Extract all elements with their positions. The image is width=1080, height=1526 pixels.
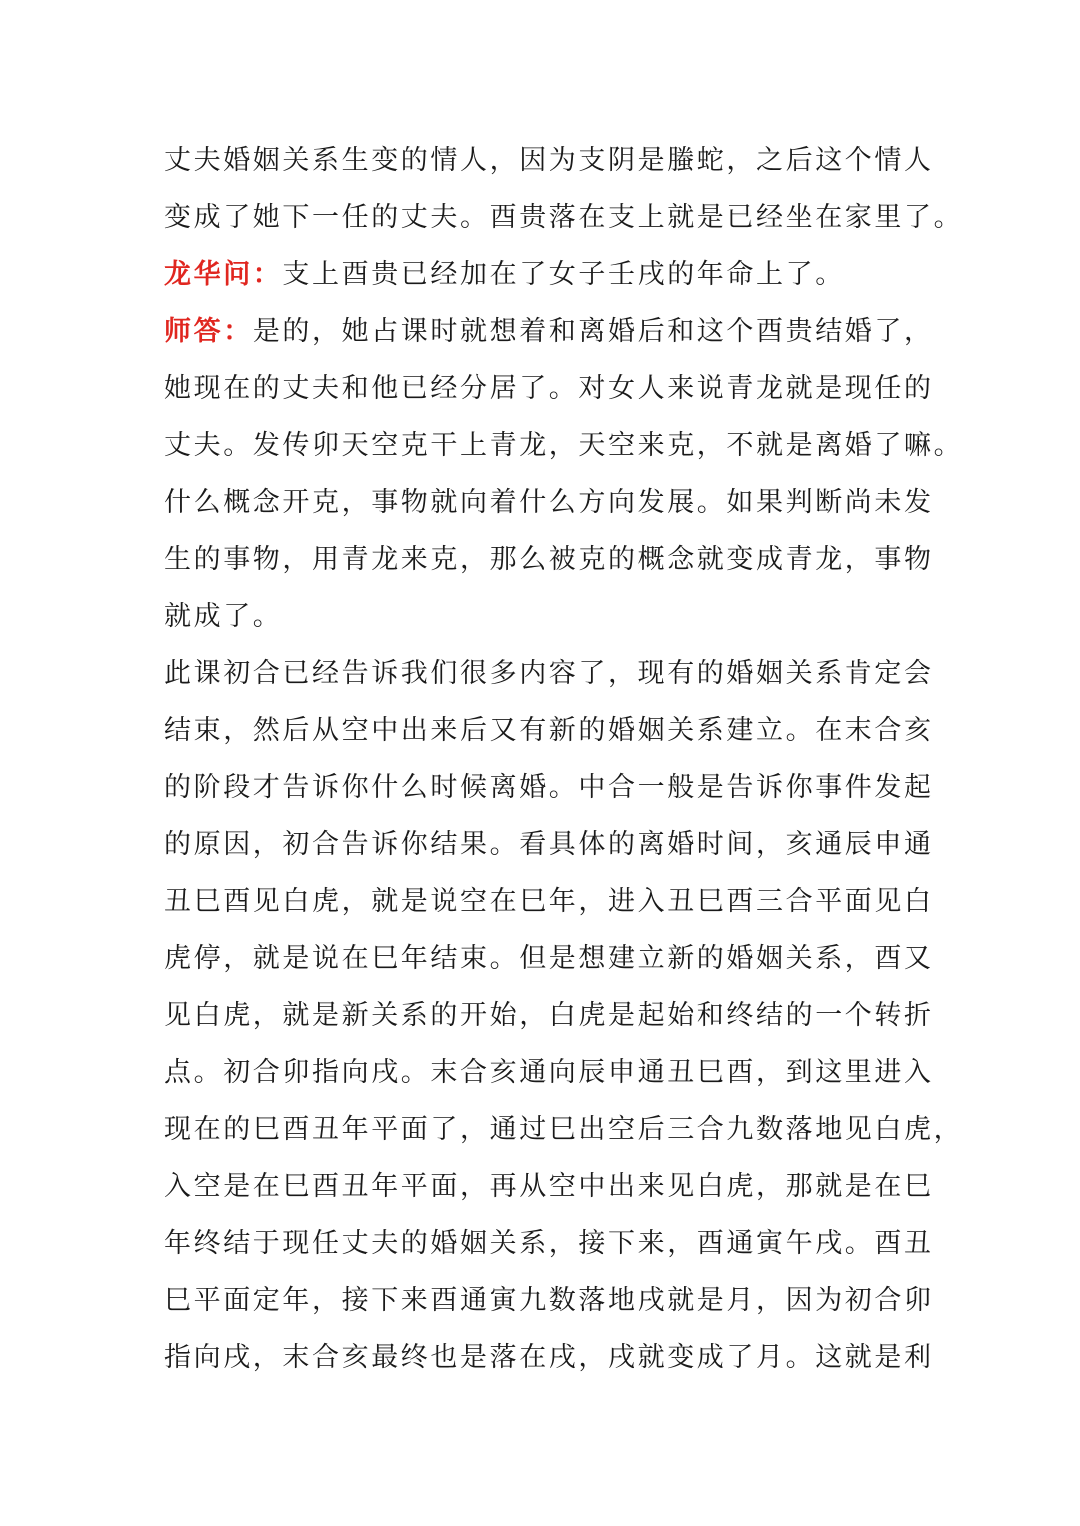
text-line — [164, 987, 954, 1044]
text-line — [164, 1329, 954, 1386]
line-text: 丈夫。发传卯天空克干上青龙，天空来克，不就是离婚了嘛。 — [164, 430, 964, 461]
text-line — [164, 246, 954, 303]
text-line — [164, 759, 954, 816]
text-line — [164, 1044, 954, 1101]
line-text: 结束，然后从空中出来后又有新的婚姻关系建立。在末合亥 — [164, 715, 934, 746]
text-line — [164, 531, 954, 588]
line-text: 丈夫婚姻关系生变的情人，因为支阴是螣蛇，之后这个情人 — [164, 145, 934, 176]
text-line — [164, 132, 954, 189]
line-text: 支上酉贵已经加在了女子壬戌的年命上了。 — [282, 259, 845, 290]
line-text: 虎停，就是说在巳年结束。但是想建立新的婚姻关系，酉又 — [164, 943, 934, 974]
text-line — [164, 873, 954, 930]
line-text: 年终结于现任丈夫的婚姻关系，接下来，酉通寅午戌。酉丑 — [164, 1228, 934, 1259]
text-line — [164, 360, 954, 417]
line-text: 变成了她下一任的丈夫。酉贵落在支上就是已经坐在家里了。 — [164, 202, 964, 233]
line-text: 指向戌，末合亥最终也是落在戌，戌就变成了月。这就是利 — [164, 1342, 934, 1373]
text-line — [164, 1272, 954, 1329]
text-block — [164, 132, 964, 1386]
line-text: 生的事物，用青龙来克，那么被克的概念就变成青龙，事物 — [164, 544, 934, 575]
text-line — [164, 189, 964, 246]
line-text: 是的，她占课时就想着和离婚后和这个酉贵结婚了， — [252, 316, 934, 347]
text-line — [164, 1215, 954, 1272]
line-text: 见白虎，就是新关系的开始，白虎是起始和终结的一个转折 — [164, 1000, 934, 1031]
text-line — [164, 588, 954, 645]
text-line — [164, 1158, 954, 1215]
line-text: 点。初合卯指向戌。末合亥通向辰申通丑巳酉，到这里进入 — [164, 1057, 934, 1088]
speaker-label: 龙华问： — [164, 259, 283, 290]
text-line — [164, 303, 954, 360]
speaker-label: 师答： — [164, 316, 253, 347]
text-line — [164, 930, 954, 987]
line-text: 的阶段才告诉你什么时候离婚。中合一般是告诉你事件发起 — [164, 772, 934, 803]
text-line — [164, 474, 954, 531]
line-text: 现在的巳酉丑年平面了，通过巳出空后三合九数落地见白虎， — [164, 1114, 964, 1145]
line-text: 什么概念开克，事物就向着什么方向发展。如果判断尚未发 — [164, 487, 934, 518]
text-line — [164, 645, 954, 702]
line-text: 此课初合已经告诉我们很多内容了，现有的婚姻关系肯定会 — [164, 658, 934, 689]
line-text: 入空是在巳酉丑年平面，再从空中出来见白虎，那就是在巳 — [164, 1171, 934, 1202]
text-line — [164, 702, 954, 759]
text-line — [164, 816, 954, 873]
line-text: 就成了。 — [164, 601, 283, 632]
line-text: 的原因，初合告诉你结果。看具体的离婚时间，亥通辰申通 — [164, 829, 934, 860]
text-line — [164, 1101, 964, 1158]
line-text: 丑巳酉见白虎，就是说空在巳年，进入丑巳酉三合平面见白 — [164, 886, 934, 917]
line-text: 她现在的丈夫和他已经分居了。对女人来说青龙就是现任的 — [164, 373, 934, 404]
text-line — [164, 417, 964, 474]
line-text: 巳平面定年，接下来酉通寅九数落地戌就是月，因为初合卯 — [164, 1285, 934, 1316]
